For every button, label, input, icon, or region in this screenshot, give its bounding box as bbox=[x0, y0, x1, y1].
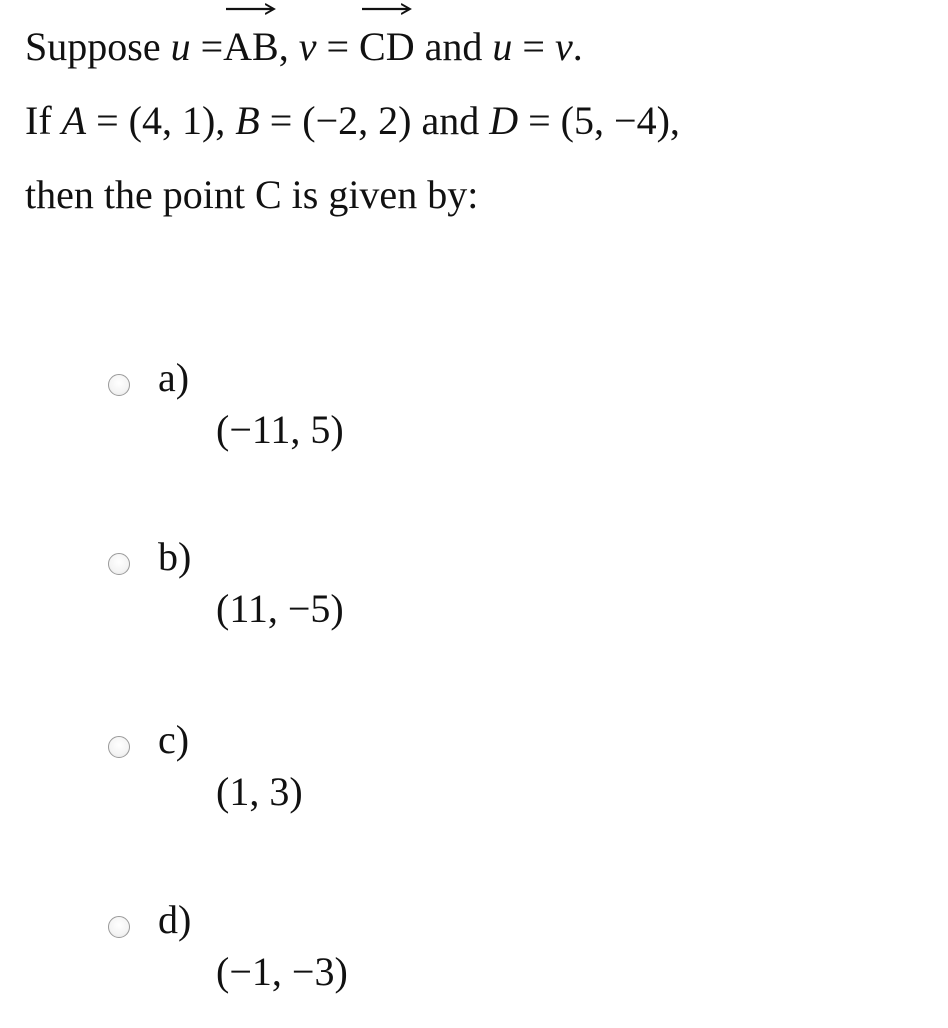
option-b[interactable] bbox=[108, 534, 508, 665]
point-b-value: = (−2, 2) and bbox=[269, 98, 480, 143]
option-label: b) bbox=[158, 534, 192, 579]
option-a[interactable] bbox=[108, 355, 508, 486]
comma: , bbox=[278, 24, 289, 69]
var-d: D bbox=[489, 98, 519, 143]
vector-ab bbox=[223, 10, 279, 84]
option-label: a) bbox=[158, 355, 190, 400]
question-line-3: then the point C is given by: bbox=[25, 172, 479, 217]
option-value: (−11, 5) bbox=[216, 407, 344, 452]
equals-sign: = bbox=[200, 24, 224, 69]
period: . bbox=[572, 24, 583, 69]
var-u: u bbox=[170, 24, 191, 69]
vector-cd bbox=[359, 10, 415, 84]
radio-button[interactable] bbox=[108, 553, 130, 575]
var-v: v bbox=[298, 24, 317, 69]
radio-button[interactable] bbox=[108, 916, 130, 938]
var-v: v bbox=[554, 24, 573, 69]
option-label: d) bbox=[158, 897, 192, 942]
equals-sign: = bbox=[522, 24, 545, 69]
point-a-value: = (4, 1), bbox=[96, 98, 226, 143]
option-label: c) bbox=[158, 717, 190, 762]
word-if: If bbox=[25, 98, 52, 143]
vector-arrow-icon bbox=[226, 4, 275, 14]
var-u: u bbox=[492, 24, 513, 69]
option-value: (1, 3) bbox=[216, 769, 303, 814]
word-and: and bbox=[424, 24, 483, 69]
option-d[interactable] bbox=[108, 897, 508, 1028]
point-d-value: = (5, −4), bbox=[528, 98, 680, 143]
option-value: (−1, −3) bbox=[216, 949, 348, 994]
radio-button[interactable] bbox=[108, 736, 130, 758]
option-value: (11, −5) bbox=[216, 586, 344, 631]
vector-ab-letters: AB bbox=[223, 24, 279, 69]
var-b: B bbox=[235, 98, 260, 143]
word-suppose: Suppose bbox=[25, 24, 161, 69]
var-a: A bbox=[61, 98, 87, 143]
question-text bbox=[25, 10, 925, 232]
vector-cd-letters: CD bbox=[359, 24, 415, 69]
question-line-1 bbox=[25, 10, 925, 84]
question-line-2 bbox=[25, 84, 925, 158]
vector-arrow-icon bbox=[362, 4, 411, 14]
option-c[interactable] bbox=[108, 717, 508, 848]
radio-button[interactable] bbox=[108, 374, 130, 396]
equals-sign: = bbox=[326, 24, 350, 69]
